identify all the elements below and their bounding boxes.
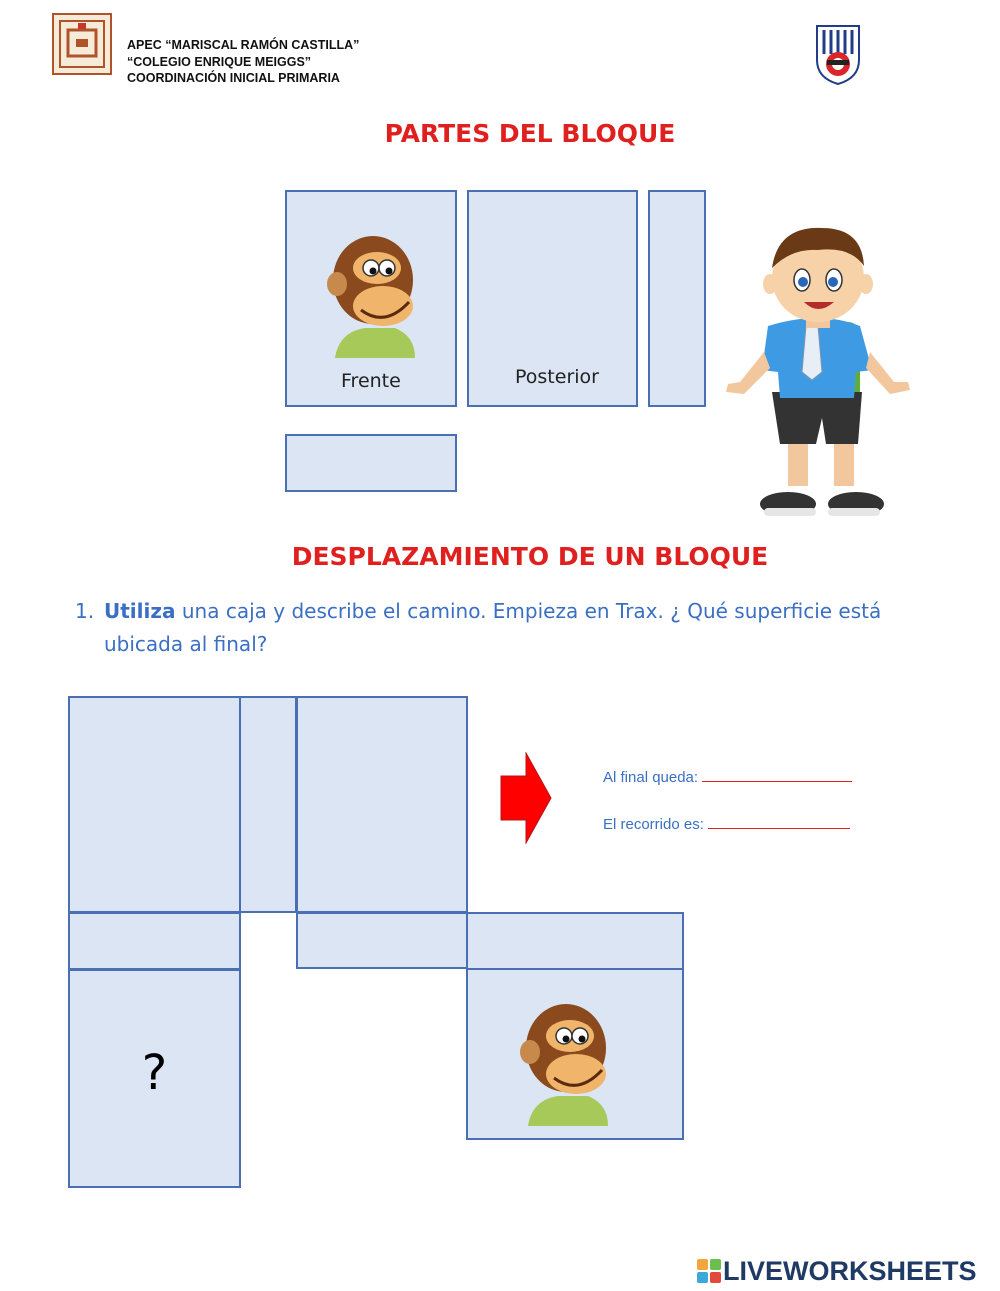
unknown-mark: ? <box>141 1045 168 1101</box>
brand-text: LIVEWORKSHEETS <box>723 1256 977 1286</box>
monkey-icon <box>518 1000 614 1126</box>
header-line-3: COORDINACIÓN INICIAL PRIMARIA <box>127 71 340 85</box>
path-face-4 <box>68 912 241 970</box>
block-face-front <box>285 190 457 407</box>
path-answer-row <box>603 816 850 833</box>
block-face-bottom <box>285 434 457 492</box>
path-answer-field[interactable] <box>708 828 850 829</box>
path-face-1 <box>68 696 241 913</box>
monkey-icon <box>325 232 421 358</box>
path-face-5 <box>296 912 468 969</box>
school-crest-logo <box>52 13 112 75</box>
final-answer-field[interactable] <box>702 781 852 782</box>
path-face-unknown <box>68 969 241 1188</box>
school-shield-logo <box>815 24 861 86</box>
question-bold: Utiliza <box>104 599 176 623</box>
path-face-6 <box>466 912 684 970</box>
question-line-2: ubicada al final? <box>104 632 268 656</box>
block-face-back <box>467 190 638 407</box>
section-title-parts: PARTES DEL BLOQUE <box>384 119 676 148</box>
question-number: 1. <box>75 599 95 623</box>
section-title-displacement: DESPLAZAMIENTO DE UN BLOQUE <box>291 542 769 571</box>
block-face-side <box>648 190 706 407</box>
path-face-3 <box>296 696 468 913</box>
back-label: Posterior <box>515 366 599 388</box>
front-label: Frente <box>341 370 401 392</box>
liveworksheets-icon <box>697 1259 721 1283</box>
final-label: Al final queda: <box>603 769 699 786</box>
question-rest: una caja y describe el camino. Empieza en Trax. ¿ Qué superficie está <box>175 599 882 623</box>
path-label: El recorrido es: <box>603 816 704 833</box>
header-line-1: APEC “MARISCAL RAMÓN CASTILLA” <box>127 38 360 52</box>
question-text <box>104 595 881 661</box>
final-answer-row <box>603 769 852 786</box>
school-header <box>127 37 359 87</box>
path-face-2 <box>239 696 297 913</box>
arrow-right-icon <box>500 752 552 844</box>
liveworksheets-logo <box>697 1256 997 1286</box>
path-face-start <box>466 968 684 1140</box>
header-line-2: “COLEGIO ENRIQUE MEIGGS” <box>127 54 312 69</box>
boy-illustration <box>722 222 914 522</box>
